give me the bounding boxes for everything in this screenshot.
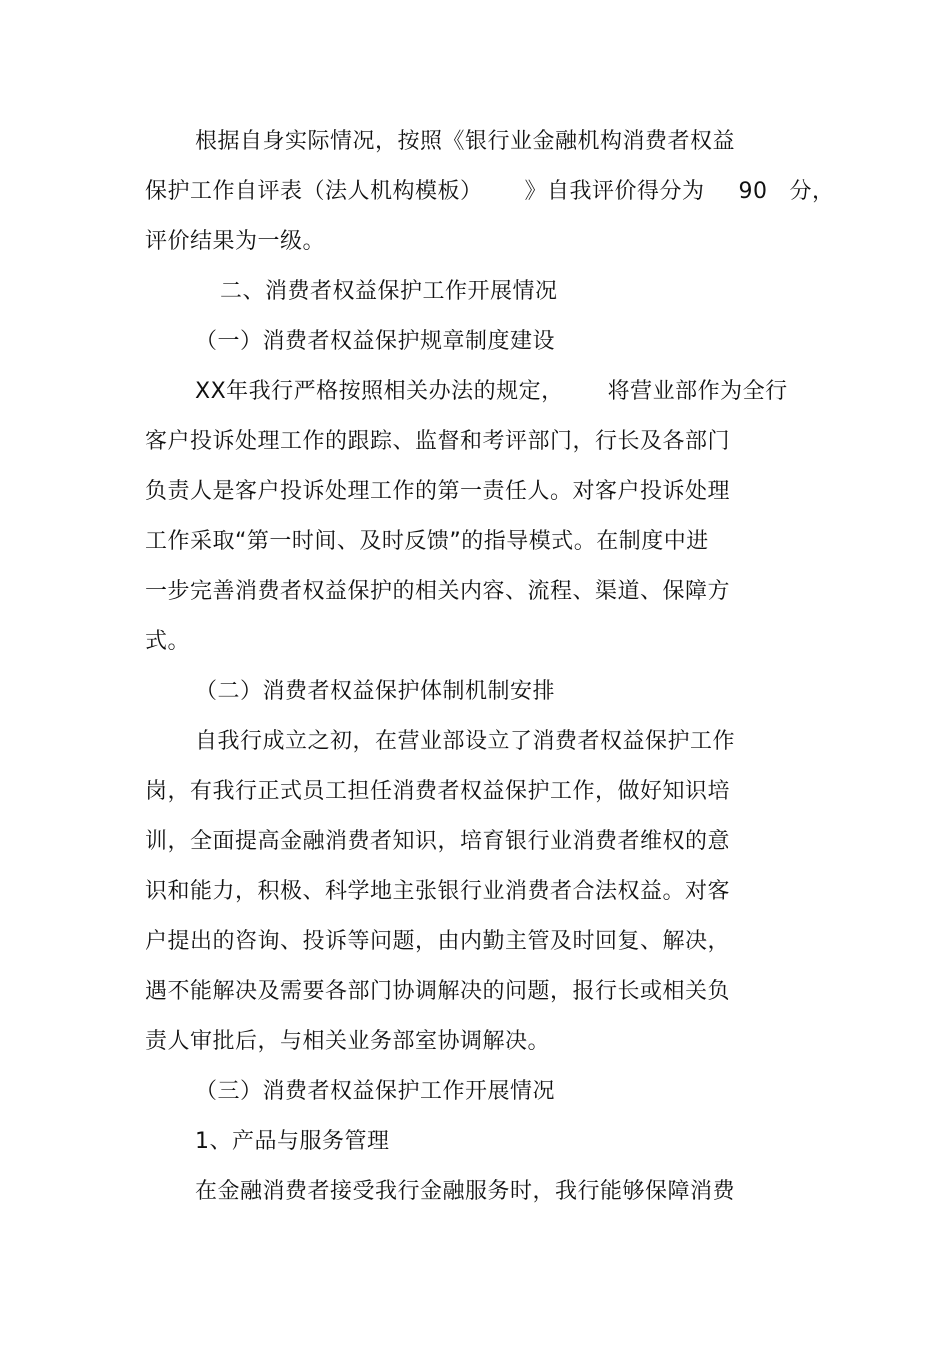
subsection-1-line-1-part-b: 将营业部作为全行 bbox=[607, 379, 788, 404]
subsection-2-line-6: 遇不能解决及需要各部门协调解决的问题，报行长或相关负 bbox=[145, 979, 731, 1004]
intro-score: 90 bbox=[738, 179, 768, 204]
subsection-2-heading: （二）消费者权益保护体制机制安排 bbox=[195, 679, 556, 704]
subsection-2-line-5: 户提出的咨询、投诉等问题，由内勤主管及时回复、解决， bbox=[145, 929, 731, 954]
subsection-3-line-1: 在金融消费者接受我行金融服务时，我行能够保障消费 bbox=[195, 1179, 736, 1204]
subsection-1-line-4: 工作采取“第一时间、及时反馈”的指导模式。在制度中进 bbox=[145, 529, 709, 554]
subsection-1-line-5: 一步完善消费者权益保护的相关内容、流程、渠道、保障方 bbox=[145, 579, 731, 604]
subsection-2-line-1: 自我行成立之初，在营业部设立了消费者权益保护工作 bbox=[195, 729, 736, 754]
subsection-3-heading: （三）消费者权益保护工作开展情况 bbox=[195, 1079, 556, 1104]
intro-line-2-part-d: 分， bbox=[789, 179, 835, 204]
subsection-3-item-1-heading: 1、产品与服务管理 bbox=[195, 1129, 390, 1154]
subsection-2-line-2: 岗，有我行正式员工担任消费者权益保护工作，做好知识培 bbox=[145, 779, 731, 804]
subsection-1-line-2: 客户投诉处理工作的跟踪、监督和考评部门，行长及各部门 bbox=[145, 429, 731, 454]
intro-line-3: 评价结果为一级。 bbox=[145, 229, 326, 254]
intro-line-1: 根据自身实际情况，按照《银行业金融机构消费者权益 bbox=[195, 129, 736, 154]
subsection-1-line-3: 负责人是客户投诉处理工作的第一责任人。对客户投诉处理 bbox=[145, 479, 731, 504]
section-heading: 二、消费者权益保护工作开展情况 bbox=[220, 279, 558, 304]
intro-line-2-part-b: 》自我评价得分为 bbox=[524, 179, 705, 204]
subsection-2-line-7: 责人审批后，与相关业务部室协调解决。 bbox=[145, 1029, 551, 1054]
subsection-2-line-3: 训，全面提高金融消费者知识，培育银行业消费者维权的意 bbox=[145, 829, 731, 854]
subsection-1-heading: （一）消费者权益保护规章制度建设 bbox=[195, 329, 556, 354]
subsection-2-line-4: 识和能力，积极、科学地主张银行业消费者合法权益。对客 bbox=[145, 879, 731, 904]
intro-line-2-part-a: 保护工作自评表（法人机构模板） bbox=[145, 179, 483, 204]
subsection-1-line-1 bbox=[195, 377, 788, 407]
subsection-1-line-6: 式。 bbox=[145, 629, 191, 654]
intro-line-2 bbox=[145, 177, 835, 207]
subsection-1-line-1-part-a: XX年我行严格按照相关办法的规定， bbox=[195, 379, 564, 404]
